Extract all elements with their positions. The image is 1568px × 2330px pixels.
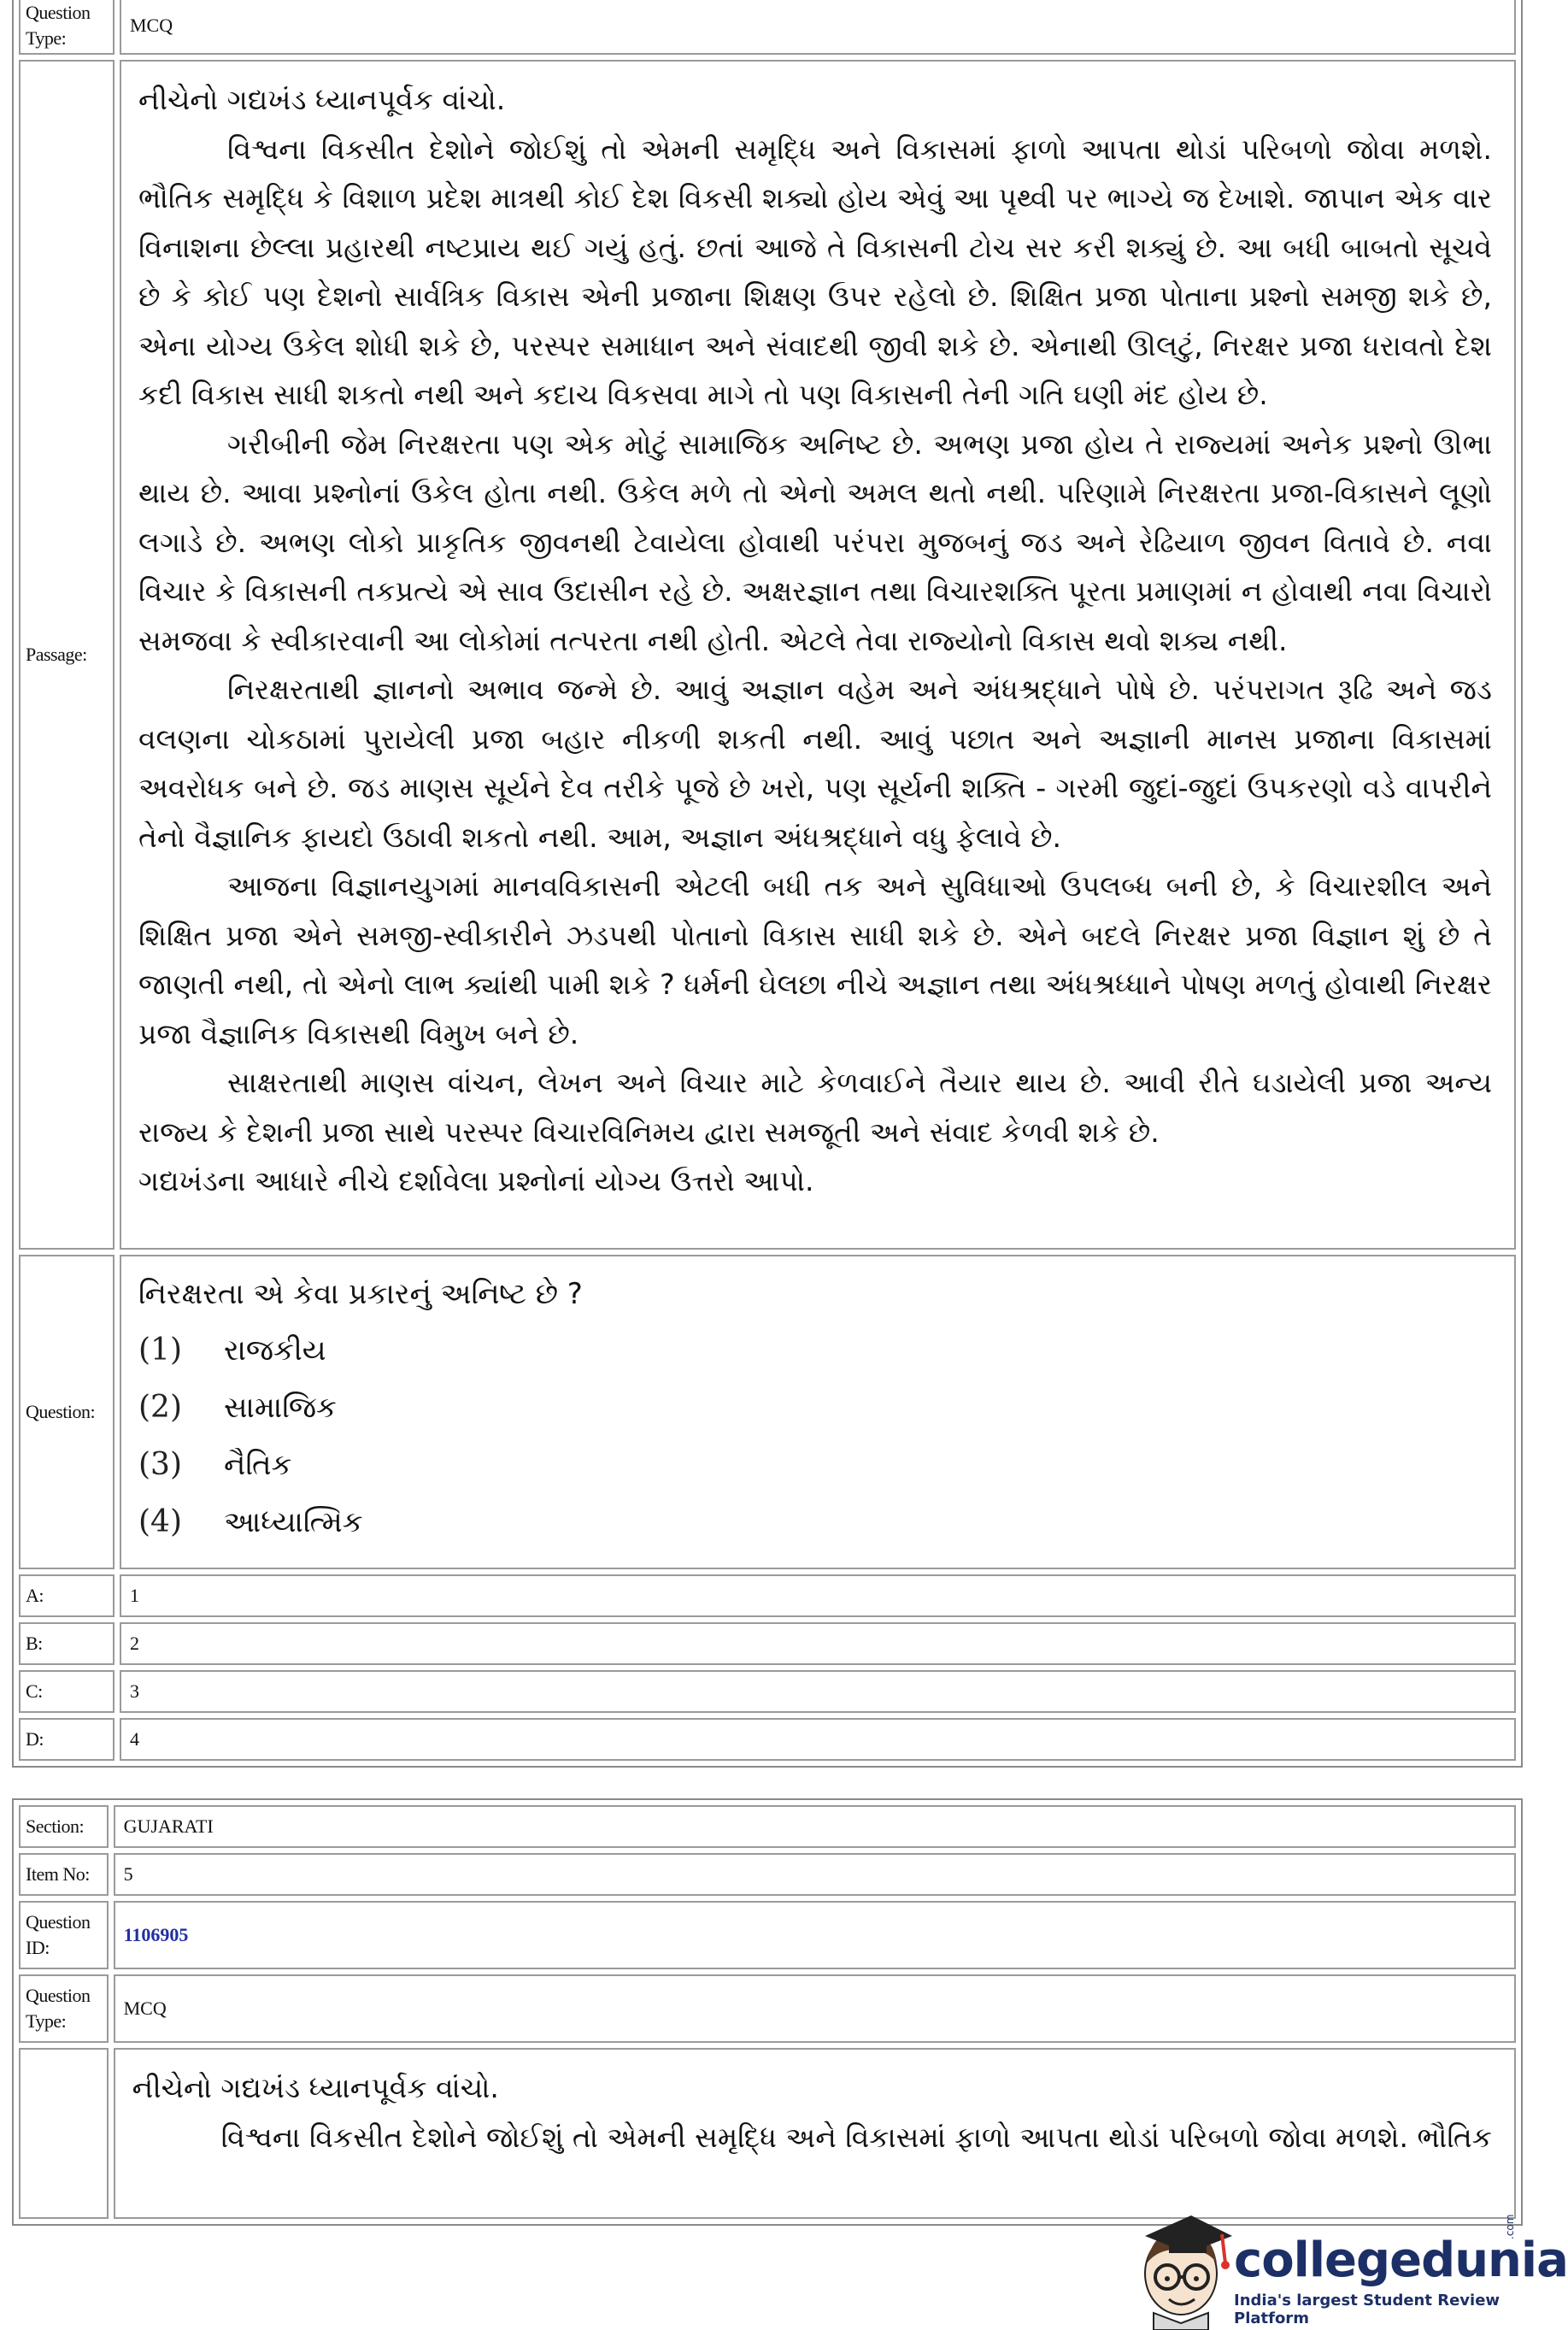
passage-intro: નીચેનો ગદ્યખંડ ધ્યાનપૂર્વક વાંચો. [138, 83, 506, 116]
option-text: સામાજિક [224, 1390, 338, 1425]
collegedunia-logo [1128, 2203, 1568, 2330]
passage-first-line-2: વિશ્વના વિકસીત દેશોને જોઈશું તો એમની સમૃદ્ધિ અને વિકાસમાં ફાળો આપતા થોડાં પરિબળો જોવા મળશે. ભૌતિક [220, 2120, 1492, 2154]
question-label: Question: [19, 1255, 115, 1569]
answer-label: D: [19, 1718, 115, 1761]
passage-row-2 [19, 2048, 1516, 2219]
answer-label: C: [19, 1670, 115, 1713]
question-type-row-2 [19, 1974, 1516, 2043]
answer-value: 1 [120, 1574, 1516, 1617]
option-text: આધ્યાત્મિક [224, 1504, 363, 1539]
question-table-2 [12, 1798, 1523, 2226]
question-id-label: Question ID: [19, 1901, 109, 1969]
passage-paragraph-4: આજના વિજ્ઞાનયુગમાં માનવવિકાસની એટલી બધી તક અને સુવિધાઓ ઉપલબ્ધ બની છે, કે વિચારશીલ અને શિક્ષિત પ્રજા એને સમજી-સ્વીકારીને ઝડપથી પોતાનો વિકાસ સાધી શકે છે. એને બદલે નિરક્ષર પ્રજા વિજ્ઞાન શું છે તે જાણતી નથી, તો એનો લાભ ક્યાંથી પામી શકે ? ધર્મની ઘેલછા નીચે અજ્ઞાન તથા અંધશ્રધ્ધાને પોષણ મળતું હોવાથી નિરક્ષર પ્રજા વૈજ્ઞાનિક વિકાસથી વિમુખ બને છે. [138, 869, 1492, 1050]
question-id-row [19, 1901, 1516, 1969]
passage-outro: ગદ્યખંડના આધારે નીચે દર્શાવેલા પ્રશ્નોનાં યોગ્ય ઉત્તરો આપો. [138, 1164, 814, 1197]
answer-label: A: [19, 1574, 115, 1617]
mascot-icon [1128, 2203, 1235, 2330]
item-no-label: Item No: [19, 1853, 109, 1896]
item-no-row [19, 1853, 1516, 1896]
item-no-value: 5 [114, 1853, 1516, 1896]
question-type-value: MCQ [120, 0, 1516, 55]
section-row [19, 1805, 1516, 1848]
answer-value: 4 [120, 1718, 1516, 1761]
option-number: (3) [138, 1447, 182, 1482]
question-text: નિરક્ષરતા એ કેવા પ્રકારનું અનિષ્ટ છે ? [138, 1277, 583, 1311]
question-id-value: 1106905 [114, 1901, 1516, 1969]
passage-paragraph-3: નિરક્ષરતાથી જ્ઞાનનો અભાવ જન્મે છે. આવું અજ્ઞાન વહેમ અને અંધશ્રદ્ધાને પોષે છે. પરંપરાગત રૂઢિ અને જડ વલણના ચોકઠામાં પુરાયેલી પ્રજા બહાર નીકળી શકતી નથી. આવું પછાત અને અજ્ઞાની માનસ પ્રજાના વિકાસમાં અવરોધક બને છે. જડ માણસ સૂર્યને દેવ તરીકે પૂજે છે ખરો, પણ સૂર્યની શક્તિ - ગરમી જુદાં-જુદાં ઉપકરણો વડે વાપરીને તેનો વૈજ્ઞાનિક ફાયદો ઉઠાવી શકતો નથી. આમ, અજ્ઞાન અંધશ્રદ્ધાને વધુ ફેલાવે છે. [138, 673, 1492, 854]
passage-paragraph-2: ગરીબીની જેમ નિરક્ષરતા પણ એક મોટું સામાજિક અનિષ્ટ છે. અભણ પ્રજા હોય તે રાજ્યમાં અનેક પ્રશ્નો ઊભા થાય છે. આવા પ્રશ્નોનાં ઉકેલ હોતા નથી. ઉકેલ મળે તો એનો અમલ થતો નથી. પરિણામે નિરક્ષરતા પ્રજા-વિકાસને લૂણો લગાડે છે. અભણ લોકો પ્રાકૃતિક જીવનથી ટેવાયેલા હોવાથી પરંપરા મુજબનું જડ અને રેઢિયાળ જીવન વિતાવે છે. નવા વિચાર કે વિકાસની તકપ્રત્યે એ સાવ ઉદાસીન રહે છે. અક્ષરજ્ઞાન તથા વિચારશક્તિ પૂરતા પ્રમાણમાં ન હોવાથી નવા વિચારો સમજવા કે સ્વીકારવાની આ લોકોમાં તત્પરતા નથી હોતી. એટલે તેવા રાજ્યોનો વિકાસ થવો શક્ય નથી. [138, 427, 1492, 657]
section-value: GUJARATI [114, 1805, 1516, 1848]
passage-label-2 [19, 2048, 109, 2219]
passage-intro-2: નીચેનો ગદ્યખંડ ધ્યાનપૂર્વક વાંચો. [132, 2071, 499, 2104]
logo-tagline: India's largest Student Review Platform [1234, 2292, 1500, 2327]
option-number: (4) [138, 1504, 182, 1539]
question-type-value-2: MCQ [114, 1974, 1516, 2043]
passage-paragraph-1: વિશ્વના વિકસીત દેશોને જોઈશું તો એમની સમૃદ્ધિ અને વિકાસમાં ફાળો આપતા થોડાં પરિબળો જોવા મળશે. ભૌતિક સમૃદ્ધિ કે વિશાળ પ્રદેશ માત્રથી કોઈ દેશ વિકસી શક્યો હોય એવું આ પૃથ્વી પર ભાગ્યે જ દેખાશે. જાપાન એક વાર વિનાશના છેલ્લા પ્રહારથી નષ્ટપ્રાય થઈ ગયું હતું. છતાં આજે તે વિકાસની ટોચ સર કરી શક્યું છે. આ બધી બાબતો સૂચવે છે કે કોઈ પણ દેશનો સાર્વત્રિક વિકાસ એની પ્રજાના શિક્ષણ ઉપર રહેલો છે. શિક્ષિત પ્રજા પોતાના પ્રશ્નો સમજી શકે છે, એના યોગ્ય ઉકેલ શોધી શકે છે, પરસ્પર સમાધાન અને સંવાદથી જીવી શકે છે. એનાથી ઊલટું, નિરક્ષર પ્રજા ધરાવતો દેશ કદી વિકાસ સાધી શકતો નથી અને કદાચ વિકસવા માગે તો પણ વિકાસની તેની ગતિ ઘણી મંદ હોય છે. [138, 132, 1492, 411]
logo-wordmark: collegedunia [1234, 2233, 1568, 2288]
passage-paragraph-5: સાક્ષરતાથી માણસ વાંચન, લેખન અને વિચાર માટે કેળવાઈને તૈયાર થાય છે. આવી રીતે ઘડાયેલી પ્રજા અન્ય રાજ્ય કે દેશની પ્રજા સાથે પરસ્પર વિચારવિનિમય દ્વારા સમજૂતી અને સંવાદ કેળવી શકે છે. [138, 1066, 1492, 1149]
option-text: રાજકીય [224, 1333, 326, 1368]
question-type-label-2: Question Type: [19, 1974, 109, 2043]
option-number: (2) [138, 1390, 182, 1425]
passage-label: Passage: [19, 60, 115, 1250]
answer-value: 2 [120, 1622, 1516, 1665]
answer-value: 3 [120, 1670, 1516, 1713]
logo-domain-suffix: .com [1504, 2214, 1516, 2239]
option-number: (1) [138, 1333, 182, 1368]
option-text: નૈતિક [224, 1447, 292, 1482]
passage-text-2 [114, 2048, 1516, 2219]
answer-label: B: [19, 1622, 115, 1665]
section-label: Section: [19, 1805, 109, 1848]
question-type-label: Question Type: [19, 0, 115, 55]
